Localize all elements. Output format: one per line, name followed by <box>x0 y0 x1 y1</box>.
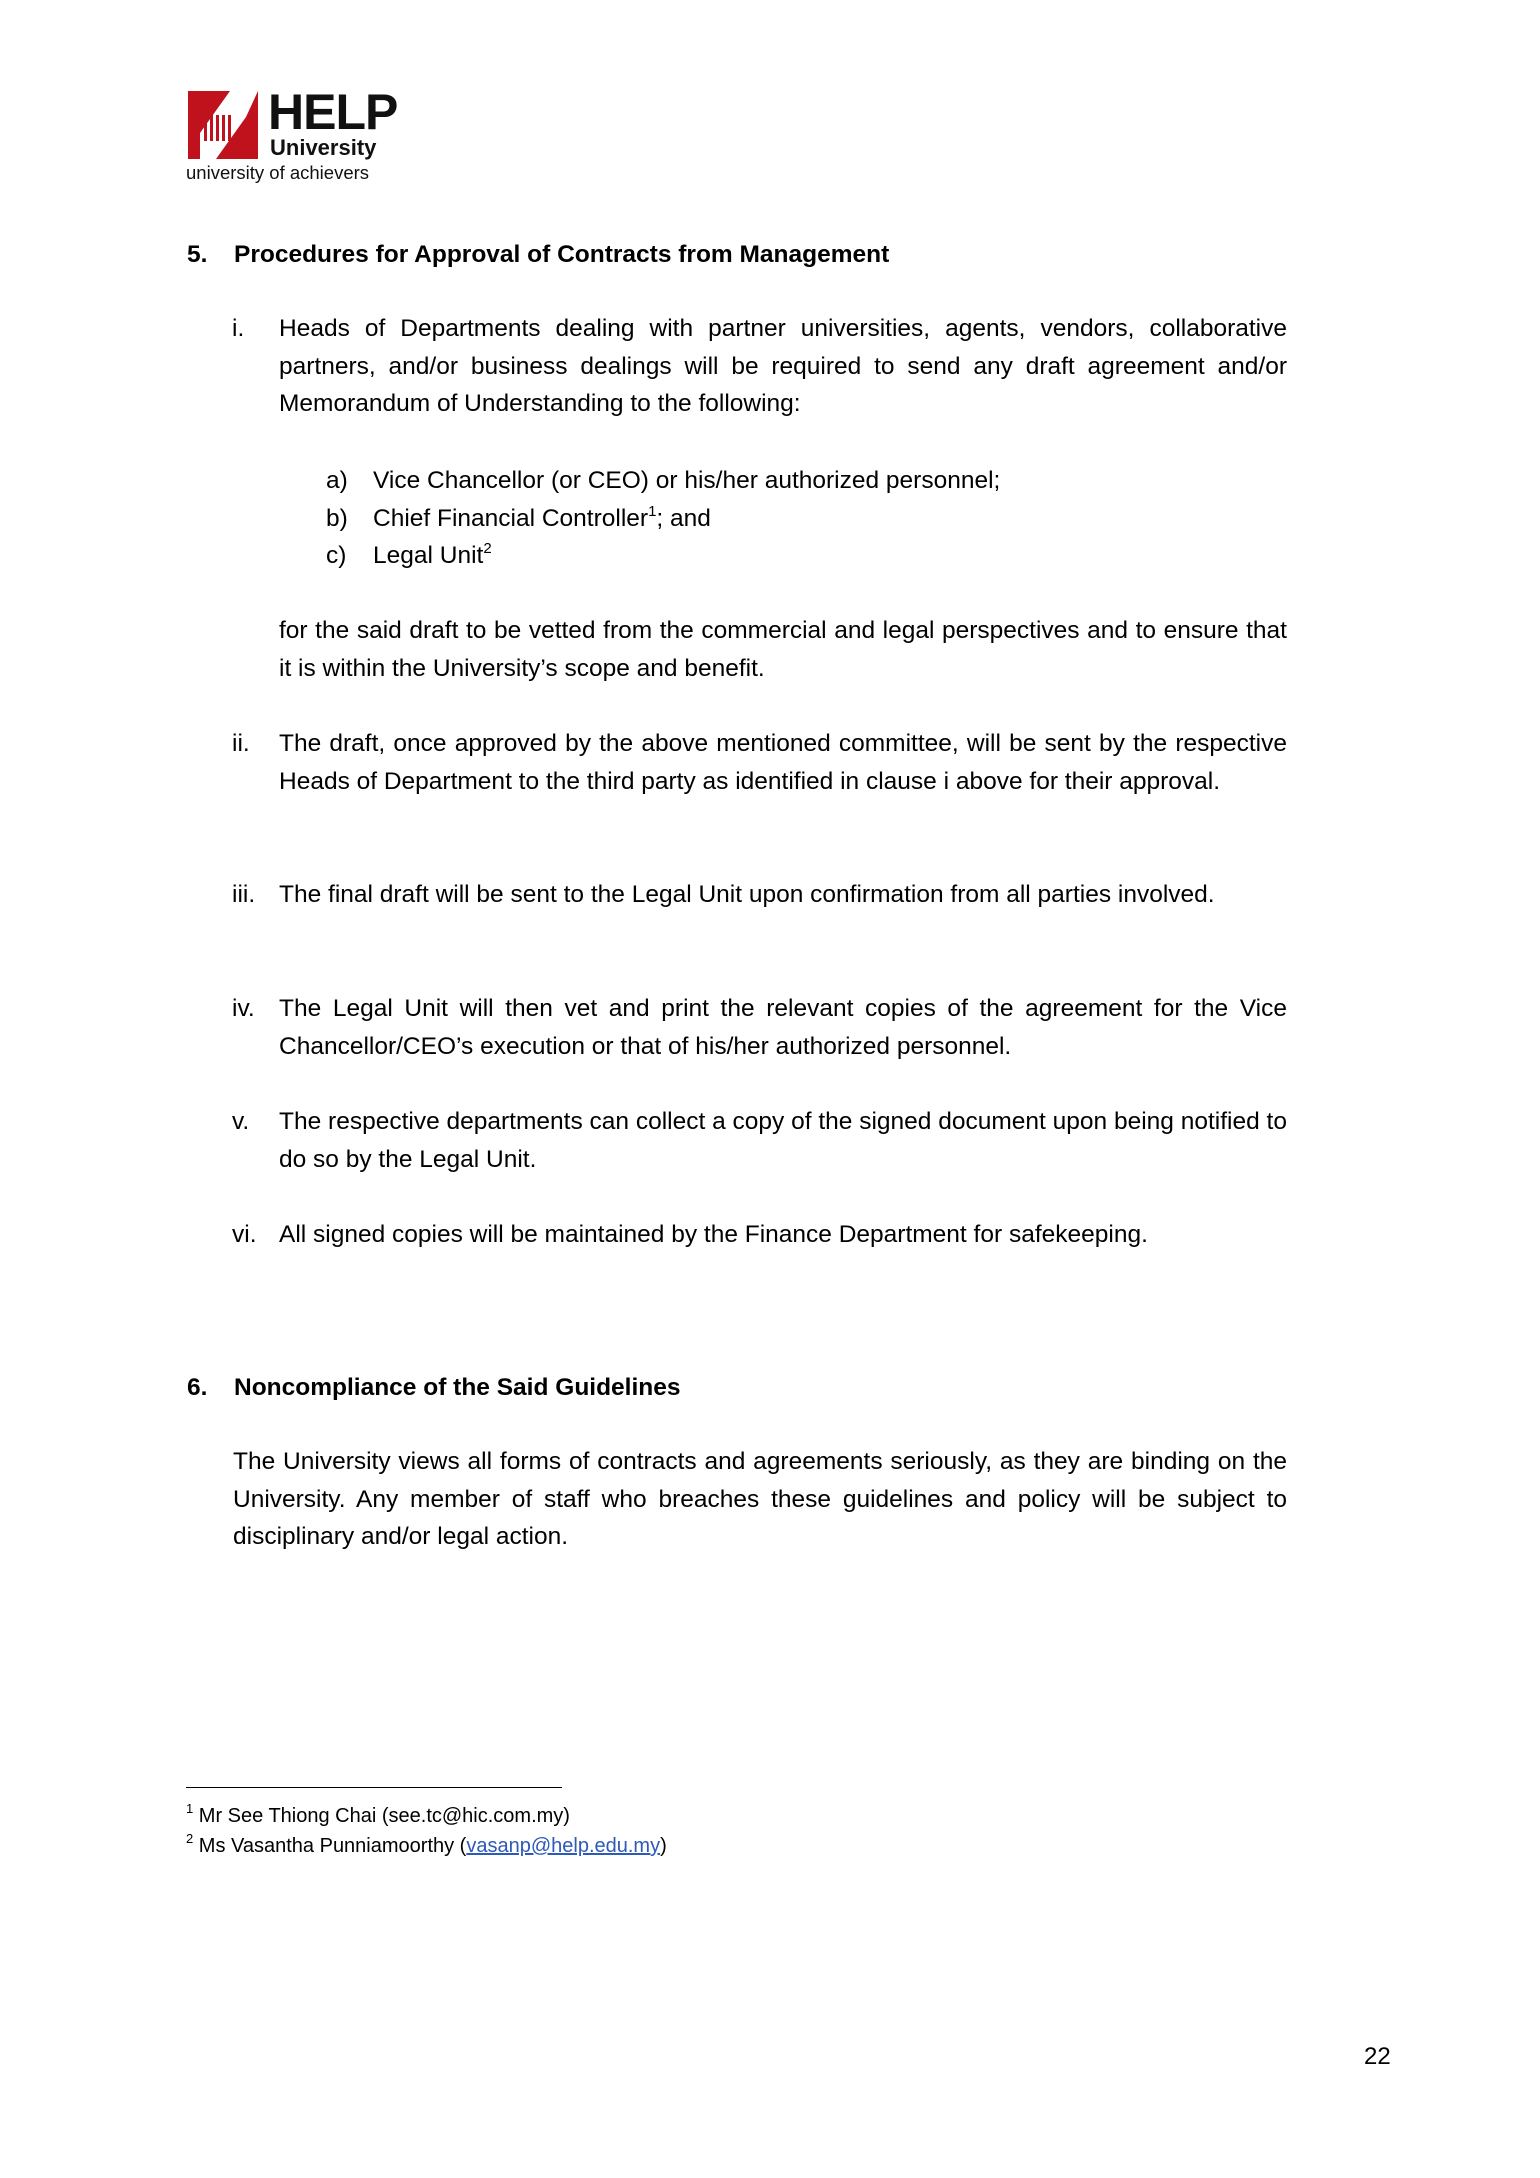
section-title: Procedures for Approval of Contracts from Management <box>234 241 890 268</box>
logo-wordmark: HELP <box>268 84 398 140</box>
sublist-marker: c) <box>326 542 347 569</box>
list-marker: ii. <box>232 730 250 757</box>
section-number: 5. <box>187 241 208 268</box>
list-marker: vi. <box>232 1221 257 1248</box>
list-item-continuation: for the said draft to be vetted from the commercial and legal perspectives and to ensure that it is within the University’s scope and benefit. <box>279 617 1287 682</box>
sublist-item-suffix: ; and <box>656 505 711 532</box>
list-item-text: The draft, once approved by the above mentioned committee, will be sent by the respective Heads of Department to the third party as identified in clause i above for their approval. <box>279 730 1287 795</box>
list-item-text: Heads of Departments dealing with partner universities, agents, vendors, collaborative partners, and/or business dealings will be required to send any draft agreement and/or Memorandum of Understanding to the following: <box>279 315 1287 418</box>
footnote-text: Mr See Thiong Chai (see.tc@hic.com.my) <box>198 1805 570 1827</box>
footnote-ref[interactable]: 1 <box>648 502 657 520</box>
sublist-item-text: Legal Unit <box>373 542 484 569</box>
sublist-item-text: Vice Chancellor (or CEO) or his/her authorized personnel; <box>373 467 1001 494</box>
sublist-item <box>373 537 492 575</box>
list-item-text: The Legal Unit will then vet and print the relevant copies of the agreement for the Vice Chancellor/CEO’s execution or that of his/her authorized personnel. <box>279 995 1287 1060</box>
section-number: 6. <box>187 1374 208 1401</box>
footnote-1 <box>186 1801 570 1831</box>
list-marker: iii. <box>232 881 256 908</box>
logo-tagline: university of achievers <box>186 162 370 183</box>
help-logo-mark-icon <box>188 91 258 159</box>
help-university-logo <box>186 84 406 188</box>
footnote-text: Ms Vasantha Punniamoorthy ( <box>198 1835 467 1857</box>
list-item-text: The respective departments can collect a copy of the signed document upon being notified to do so by the Legal Unit. <box>279 1108 1287 1173</box>
list-marker: i. <box>232 315 245 342</box>
footnote-number: 1 <box>186 1801 194 1817</box>
sublist-item <box>373 462 1000 500</box>
footnote-separator <box>186 1787 562 1788</box>
footnote-ref[interactable]: 2 <box>483 539 492 557</box>
list-item-text: The final draft will be sent to the Legal Unit upon confirmation from all parties involved. <box>279 881 1215 908</box>
page-number: 22 <box>1364 2043 1391 2070</box>
sublist-marker: b) <box>326 505 348 532</box>
email-link[interactable]: vasanp@help.edu.my <box>466 1835 661 1857</box>
sublist-marker: a) <box>326 467 348 494</box>
list-marker: v. <box>232 1108 250 1135</box>
footnote-2 <box>186 1831 667 1861</box>
sublist-item <box>373 500 711 538</box>
section-6-body: The University views all forms of contracts and agreements seriously, as they are binding on the University. Any member of staff who breaches these guidelines and policy will be subject to disciplinary and/or legal action. <box>233 1448 1287 1551</box>
footnote-number: 2 <box>186 1831 194 1847</box>
sublist-item-text: Chief Financial Controller <box>373 505 649 532</box>
section-title: Noncompliance of the Said Guidelines <box>234 1374 681 1401</box>
list-marker: iv. <box>232 995 255 1022</box>
footnote-suffix: ) <box>660 1835 667 1857</box>
logo-subname: University <box>270 135 377 160</box>
list-item-text: All signed copies will be maintained by the Finance Department for safekeeping. <box>279 1221 1148 1248</box>
